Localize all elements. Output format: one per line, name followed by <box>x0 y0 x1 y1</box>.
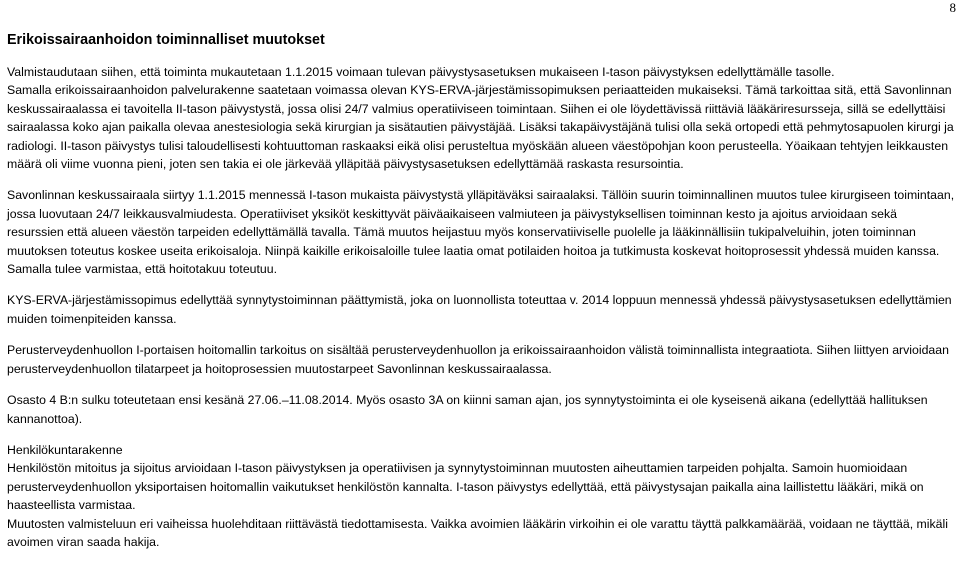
personnel-heading: Henkilökuntarakenne <box>7 442 123 457</box>
paragraph-personnel-communication: Muutosten valmisteluun eri vaiheissa huolehditaan riittävästä tiedottamisesta. Vaikka avoimien lääkärin virkoihin ei ole varattu täyttä palkkamäärää, voidaan ne täyttää, mikäli avoimen viran saada hakija. <box>7 516 948 549</box>
paragraph-personnel-dimensioning: Henkilöstön mitoitus ja sijoitus arvioidaan I-tason päivystyksen ja operatiivisen ja synnytystoiminnan muutosten aiheuttamien tarpeiden pohjalta. Samoin huomioidaan perusterveydenhuollon yksiportaisen hoitomallin vaikutukset henkilöstön kannalta. I-tason päivystys edellyttää, että päivystysajan paikalla aina laillistettu lääkäri, mikä on haasteellista varmistaa. <box>7 461 924 513</box>
paragraph-kys-erva-agreement: KYS-ERVA-järjestämissopimus edellyttää synnytystoiminnan päättymistä, joka on luonnollista toteuttaa v. 2014 loppuun mennessä yhdessä päivystysasetuksen edellyttämien muiden toimenpiteiden kanssa. <box>7 293 952 326</box>
paragraph-preparation: Valmistaudutaan siihen, että toiminta mukautetaan 1.1.2015 voimaan tulevan päivystysasetuksen mukaiseen I-tason päivystyksen edellyttämälle tasolle. <box>7 65 835 79</box>
paragraph-service-structure: Samalla erikoissairaanhoidon palvelurakenne saatetaan voimassa olevan KYS-ERVA-järjestämissopimuksen periaatteiden mukaiseksi. Tämä tarkoittaa sitä, että Savonlinnan keskussairaalassa ei tavoitella II-tason päivystystä, jossa olisi 24/7 valmius operatiiviseen toimintaan. Siihen ei ole löydettävissä riittäviä lääkäriresursseja, sillä se edellyttäisi sairaalassa koko ajan paikalla olevaa anestesiologia sekä kirurgian ja sisätautien päivystäjää. Lisäksi takapäivystäjänä tulisi olla sekä ortopedi että pehmytosapuolen kirurgi ja radiologi. II-tason päivystys tulisi taloudellisesti kohtuuttoman raskaaksi eikä olisi perusteltua myöskään alueen väestöpohjan koon perusteella. Yöaikaan tehtyjen leikkausten määrä oli viime vuonna pieni, joten sen takia ei ole järkevää ylläpitää päivystysasetuksen edellyttämää raskasta resursointia. <box>7 83 954 172</box>
document-body <box>7 31 957 551</box>
page-number: 8 <box>949 0 956 15</box>
paragraph-ward-closure: Osasto 4 B:n sulku toteutetaan ensi kesänä 27.06.–11.08.2014. Myös osasto 3A on kiinni saman ajan, jos synnytystoiminta ei ole kyseisenä aikana (edellyttää hallituksen kannanottoa). <box>7 393 928 426</box>
paragraph-primary-care-model: Perusterveydenhuollon I-portaisen hoitomallin tarkoitus on sisältää perusterveydenhuollon ja erikoissairaanhoidon välistä toiminnallista integraatiota. Siihen liittyen arvioidaan perusterveydenhuollon tilatarpeet ja hoitoprosessien muutostarpeet Savonlinnan keskussairaalassa. <box>7 343 949 376</box>
paragraph-level-one-transition: Savonlinnan keskussairaala siirtyy 1.1.2015 mennessä I-tason mukaista päivystystä ylläpitäväksi sairaalaksi. Tällöin suurin toiminnallinen muutos tulee kirurgiseen toimintaan, jossa luovutaan 24/7 leikkausvalmiudesta. Operatiiviset yksiköt keskittyvät päiväaikaiseen valmiuteen ja päivystyksellisen toiminnan kesto ja ajoitus arvioidaan sekä resurssien että alueen väestön tarpeiden edellyttämällä tavalla. Tämä muutos heijastuu myös konservatiiviselle puolelle ja lääkinnällisiin tukipalveluihin, joten toiminnan muutoksen toteutus koskee useita erikoisaloja. Niinpä kaikille erikoisaloille tulee laatia omat potilaiden hoitoa ja tutkimusta koskevat hoitoprosessit yhdessä muiden kanssa. Samalla tulee varmistaa, että hoitotakuu toteutuu. <box>7 188 955 277</box>
section-title: Erikoissairaanhoidon toiminnalliset muutokset <box>7 32 325 48</box>
